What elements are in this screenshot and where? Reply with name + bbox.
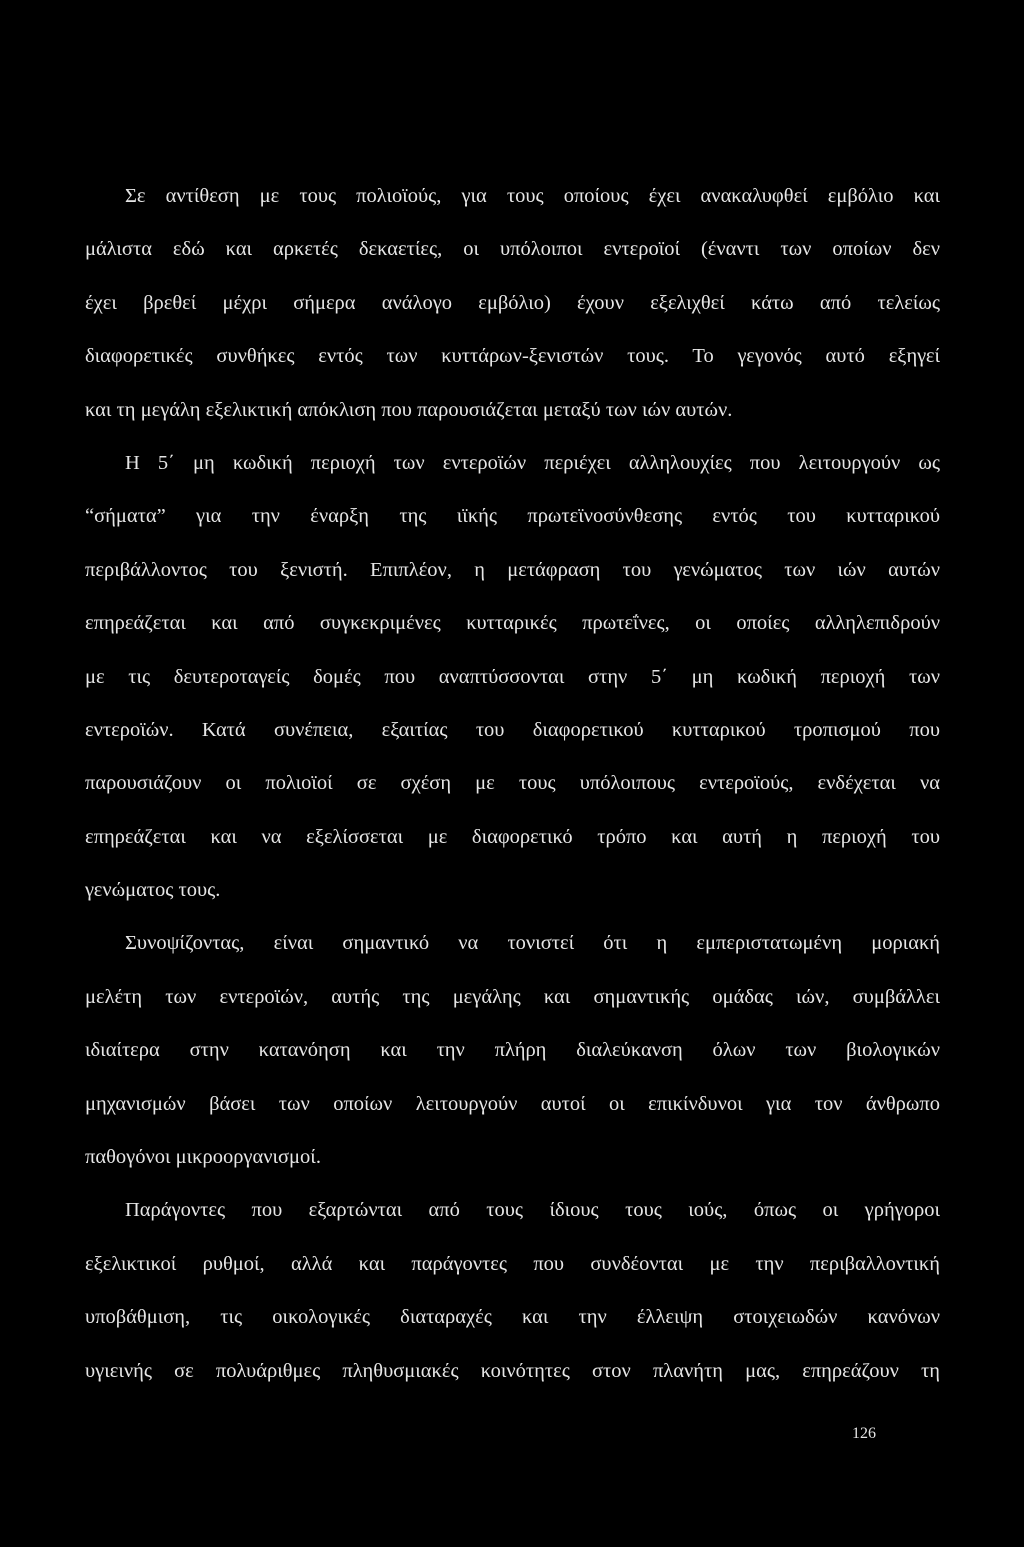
- text-line: υποβάθμιση, τις οικολογικές διαταραχές και την έλλειψη στοιχειωδών κανόνων: [85, 1306, 940, 1329]
- text-line: επηρεάζεται και από συγκεκριμένες κυτταρικές πρωτεΐνες, οι οποίες αλληλεπιδρούν: [85, 612, 940, 635]
- text-line: “σήματα” για την έναρξη της ιϊκής πρωτεϊνοσύνθεσης εντός του κυτταρικού: [85, 505, 940, 528]
- text-line: Παράγοντες που εξαρτώνται από τους ίδιους τους ιούς, όπως οι γρήγοροι: [125, 1199, 940, 1222]
- text-line: Η 5΄ μη κωδική περιοχή των εντεροϊών περιέχει αλληλουχίες που λειτουργούν ως: [125, 451, 940, 474]
- text-line: Σε αντίθεση με τους πολιοϊούς, για τους οποίους έχει ανακαλυφθεί εμβόλιο και: [125, 185, 940, 207]
- text-line: παθογόνοι μικροοργανισμοί.: [85, 1146, 321, 1169]
- text-line: επηρεάζεται και να εξελίσσεται με διαφορετικό τρόπο και αυτή η περιοχή του: [85, 825, 940, 848]
- page-number: 126: [852, 1425, 876, 1442]
- text-line: έχει βρεθεί μέχρι σήμερα ανάλογο εμβόλιο) έχουν εξελιχθεί κάτω από τελείως: [85, 291, 940, 314]
- text-line: Συνοψίζοντας, είναι σημαντικό να τονιστεί ότι η εμπεριστατωμένη μοριακή: [125, 932, 940, 955]
- text-line: διαφορετικές συνθήκες εντός των κυττάρων-ξενιστών τους. Το γεγονός αυτό εξηγεί: [85, 345, 940, 368]
- text-line: μελέτη των εντεροϊών, αυτής της μεγάλης και σημαντικής ομάδας ιών, συμβάλλει: [85, 985, 940, 1008]
- text-line: υγιεινής σε πολυάριθμες πληθυσμιακές κοινότητες στον πλανήτη μας, επηρεάζουν τη: [85, 1359, 940, 1382]
- text-line: εντεροϊών. Κατά συνέπεια, εξαιτίας του διαφορετικού κυτταρικού τροπισμού που: [85, 718, 940, 741]
- body-text: [85, 176, 940, 1404]
- text-line: παρουσιάζουν οι πολιοϊοί σε σχέση με τους υπόλοιπους εντεροϊούς, ενδέχεται να: [85, 772, 940, 795]
- text-line: περιβάλλοντος του ξενιστή. Επιπλέον, η μετάφραση του γενώματος των ιών αυτών: [85, 558, 940, 581]
- text-line: και τη μεγάλη εξελικτική απόκλιση που παρουσιάζεται μεταξύ των ιών αυτών.: [85, 398, 733, 421]
- text-line: μηχανισμών βάσει των οποίων λειτουργούν αυτοί οι επικίνδυνοι για τον άνθρωπο: [85, 1092, 940, 1115]
- text-line: εξελικτικοί ρυθμοί, αλλά και παράγοντες που συνδέονται με την περιβαλλοντική: [85, 1252, 940, 1275]
- text-line: ιδιαίτερα στην κατανόηση και την πλήρη διαλεύκανση όλων των βιολογικών: [85, 1039, 940, 1062]
- text-line: γενώματος τους.: [85, 879, 221, 902]
- text-line: με τις δευτεροταγείς δομές που αναπτύσσονται στην 5΄ μη κωδική περιοχή των: [85, 665, 940, 688]
- text-line: μάλιστα εδώ και αρκετές δεκαετίες, οι υπόλοιποι εντεροϊοί (έναντι των οποίων δεν: [85, 238, 940, 261]
